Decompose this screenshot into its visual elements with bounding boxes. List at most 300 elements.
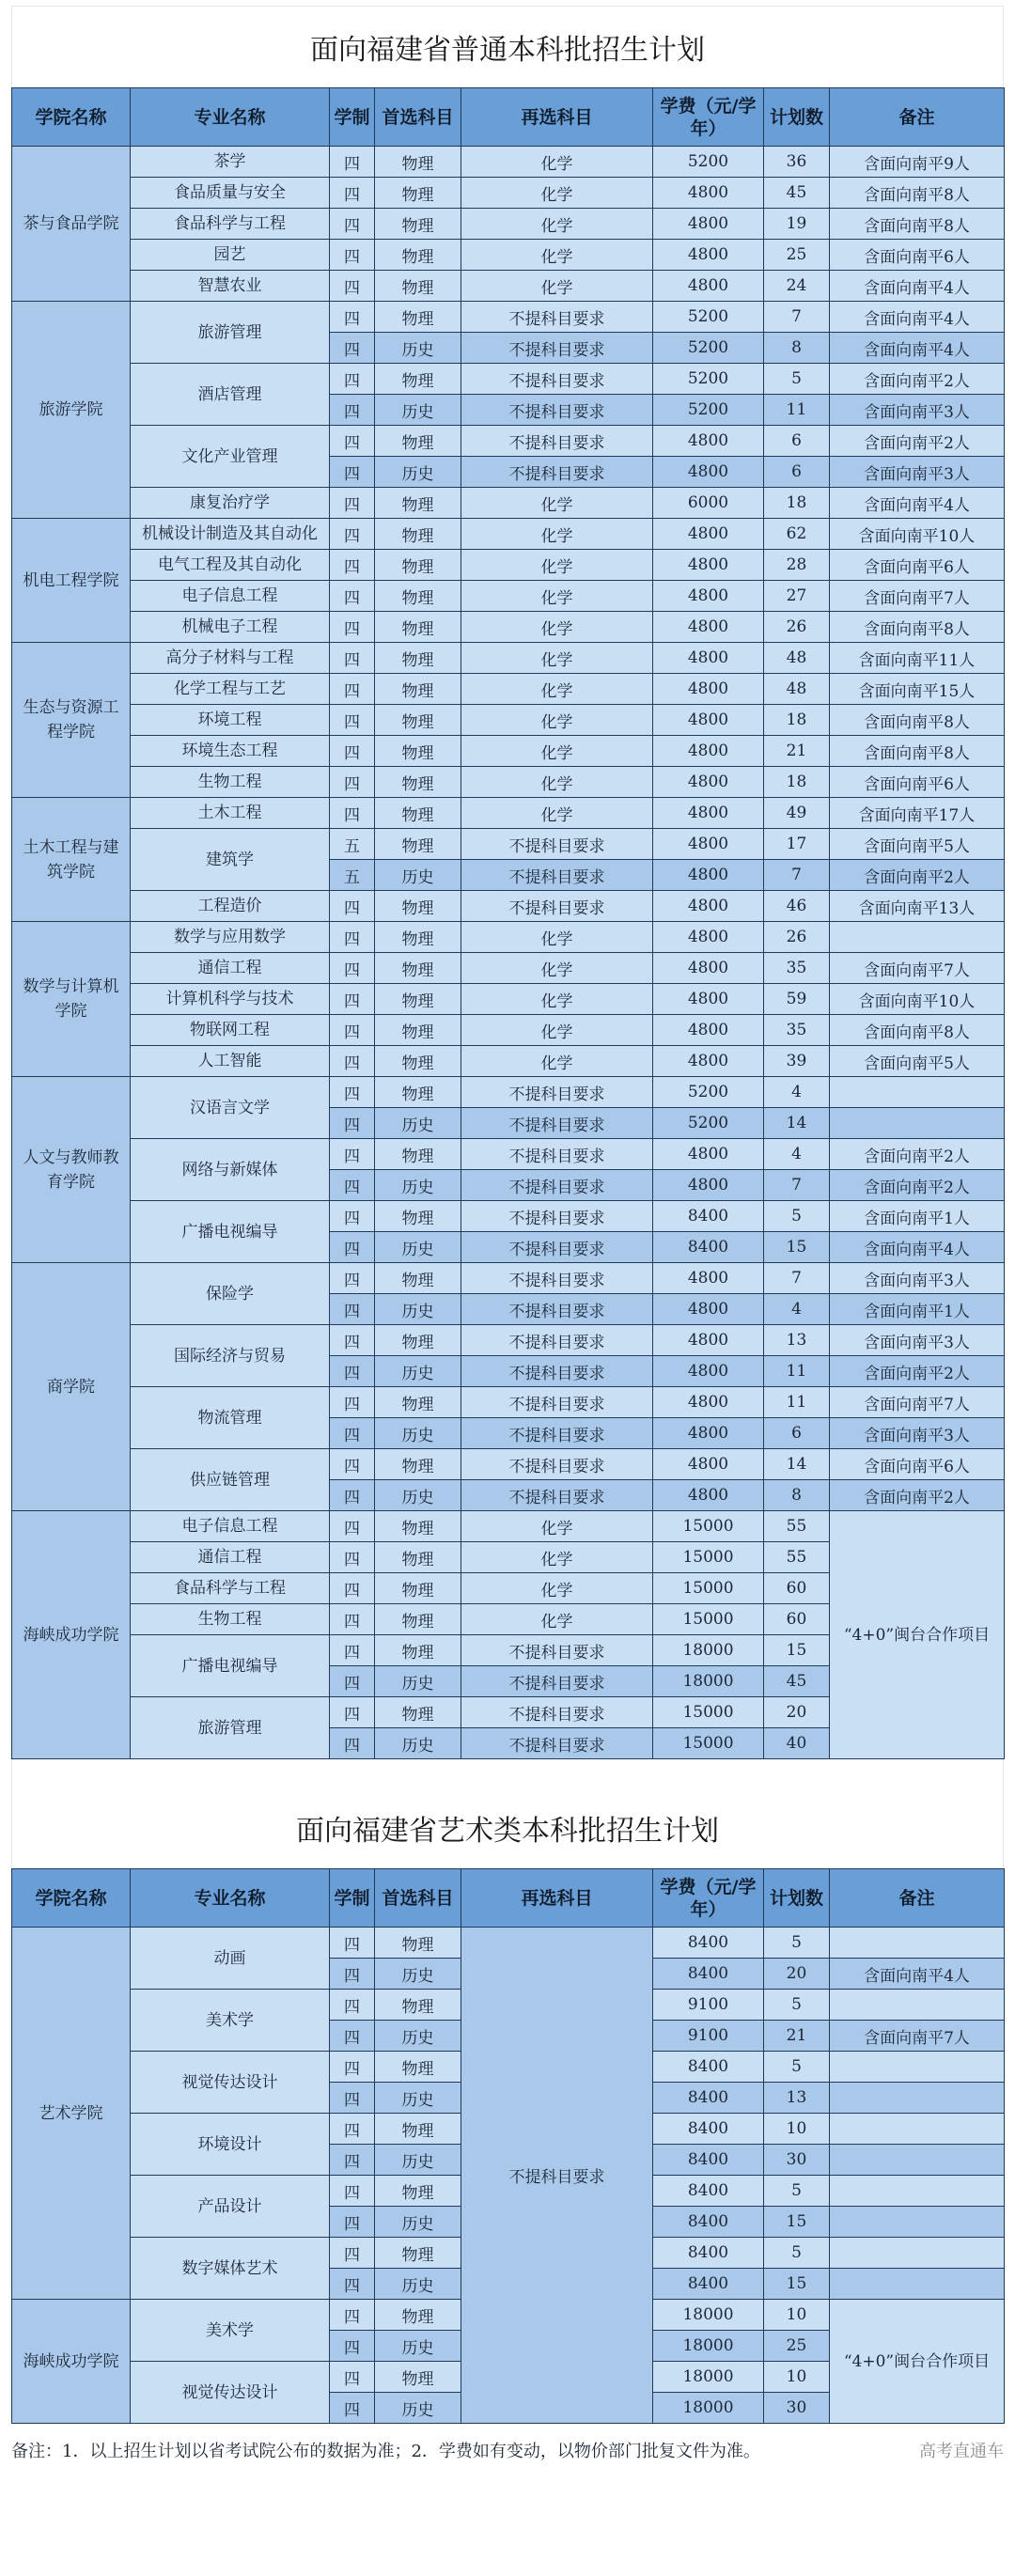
second-subject-cell: 化学 (461, 643, 653, 674)
study-length-cell: 四 (330, 2114, 375, 2145)
note-cell: 含面向南平2人 (830, 1139, 1005, 1170)
first-subject-cell: 物理 (375, 581, 461, 612)
tuition-fee-cell: 8400 (653, 2176, 764, 2207)
tuition-fee-cell: 4800 (653, 178, 764, 209)
quota-cell: 45 (764, 1666, 830, 1697)
note-cell: 含面向南平6人 (830, 240, 1005, 271)
quota-cell: 15 (764, 1635, 830, 1666)
quota-cell: 46 (764, 891, 830, 922)
note-cell: 含面向南平2人 (830, 426, 1005, 457)
table-row (12, 364, 1005, 395)
quota-cell: 20 (764, 1959, 830, 1990)
major-name-cell: 机械设计制造及其自动化 (131, 519, 330, 550)
first-subject-cell: 物理 (375, 2362, 461, 2393)
note-cell: 含面向南平2人 (830, 860, 1005, 891)
tuition-fee-cell: 8400 (653, 1928, 764, 1959)
quota-cell: 4 (764, 1139, 830, 1170)
header-fee: 学费（元/学年） (653, 1869, 764, 1928)
second-subject-cell: 化学 (461, 1511, 653, 1542)
first-subject-cell: 物理 (375, 1928, 461, 1959)
second-subject-cell: 化学 (461, 488, 653, 519)
first-subject-cell: 物理 (375, 1046, 461, 1077)
major-name-cell: 园艺 (131, 240, 330, 271)
first-subject-cell: 历史 (375, 860, 461, 891)
first-subject-cell: 物理 (375, 550, 461, 581)
first-subject-cell: 物理 (375, 2300, 461, 2331)
tuition-fee-cell: 4800 (653, 612, 764, 643)
second-subject-cell: 化学 (461, 178, 653, 209)
quota-cell: 14 (764, 1108, 830, 1139)
major-name-cell: 环境生态工程 (131, 736, 330, 767)
note-cell: 含面向南平10人 (830, 984, 1005, 1015)
major-name-cell: 电子信息工程 (131, 581, 330, 612)
study-length-cell: 四 (330, 178, 375, 209)
tuition-fee-cell: 8400 (653, 2083, 764, 2114)
note-cell: 含面向南平4人 (830, 333, 1005, 364)
study-length-cell: 四 (330, 2145, 375, 2176)
tuition-fee-cell: 6000 (653, 488, 764, 519)
note-cell (830, 2052, 1005, 2083)
note-cell: 含面向南平2人 (830, 364, 1005, 395)
quota-cell: 5 (764, 2052, 830, 2083)
first-subject-cell: 物理 (375, 612, 461, 643)
header-quota: 计划数 (764, 1869, 830, 1928)
first-subject-cell: 物理 (375, 2238, 461, 2269)
quota-cell: 11 (764, 395, 830, 426)
tuition-fee-cell: 4800 (653, 581, 764, 612)
first-subject-cell: 物理 (375, 1511, 461, 1542)
study-length-cell: 四 (330, 395, 375, 426)
quota-cell: 30 (764, 2145, 830, 2176)
first-subject-cell: 物理 (375, 1604, 461, 1635)
second-subject-cell: 化学 (461, 736, 653, 767)
second-subject-cell: 化学 (461, 798, 653, 829)
quota-cell: 35 (764, 1015, 830, 1046)
quota-cell: 5 (764, 1201, 830, 1232)
major-name-cell: 旅游管理 (131, 1697, 330, 1759)
note-cell (830, 2145, 1005, 2176)
second-subject-cell: 不提科目要求 (461, 395, 653, 426)
first-subject-cell: 历史 (375, 2269, 461, 2300)
study-length-cell: 四 (330, 705, 375, 736)
major-name-cell: 广播电视编导 (131, 1635, 330, 1697)
quota-cell: 28 (764, 550, 830, 581)
study-length-cell: 四 (330, 1046, 375, 1077)
quota-cell: 36 (764, 147, 830, 178)
note-cell: 含面向南平13人 (830, 891, 1005, 922)
tuition-fee-cell: 4800 (653, 643, 764, 674)
note-cell: 含面向南平8人 (830, 612, 1005, 643)
study-length-cell: 四 (330, 643, 375, 674)
note-cell: “4+0”闽台合作项目 (830, 1511, 1005, 1759)
tuition-fee-cell: 18000 (653, 2362, 764, 2393)
second-subject-cell: 化学 (461, 953, 653, 984)
tuition-fee-cell: 4800 (653, 271, 764, 302)
first-subject-cell: 物理 (375, 240, 461, 271)
second-subject-cell: 化学 (461, 581, 653, 612)
quota-cell: 5 (764, 2176, 830, 2207)
quota-cell: 5 (764, 1990, 830, 2021)
first-subject-cell: 历史 (375, 1418, 461, 1449)
first-subject-cell: 历史 (375, 1480, 461, 1511)
quota-cell: 49 (764, 798, 830, 829)
first-subject-cell: 物理 (375, 891, 461, 922)
tuition-fee-cell: 8400 (653, 2269, 764, 2300)
table-header-row (12, 88, 1005, 147)
header-first-subject: 首选科目 (375, 1869, 461, 1928)
note-cell: 含面向南平4人 (830, 1959, 1005, 1990)
quota-cell: 21 (764, 2021, 830, 2052)
study-length-cell: 四 (330, 767, 375, 798)
study-length-cell: 四 (330, 426, 375, 457)
quota-cell: 17 (764, 829, 830, 860)
quota-cell: 45 (764, 178, 830, 209)
tuition-fee-cell: 4800 (653, 829, 764, 860)
note-cell: 含面向南平8人 (830, 736, 1005, 767)
study-length-cell: 四 (330, 1232, 375, 1263)
note-cell: 含面向南平8人 (830, 178, 1005, 209)
study-length-cell: 四 (330, 1635, 375, 1666)
tuition-fee-cell: 18000 (653, 2393, 764, 2424)
study-length-cell: 四 (330, 2021, 375, 2052)
note-cell (830, 1108, 1005, 1139)
tuition-fee-cell: 5200 (653, 395, 764, 426)
first-subject-cell: 物理 (375, 705, 461, 736)
major-name-cell: 视觉传达设计 (131, 2052, 330, 2114)
note-cell: 含面向南平17人 (830, 798, 1005, 829)
first-subject-cell: 物理 (375, 364, 461, 395)
tuition-fee-cell: 4800 (653, 1387, 764, 1418)
tuition-fee-cell: 15000 (653, 1697, 764, 1728)
major-name-cell: 工程造价 (131, 891, 330, 922)
tuition-fee-cell: 5200 (653, 1108, 764, 1139)
study-length-cell: 四 (330, 2176, 375, 2207)
note-cell (830, 2269, 1005, 2300)
first-subject-cell: 物理 (375, 1077, 461, 1108)
major-name-cell: 食品质量与安全 (131, 178, 330, 209)
study-length-cell: 四 (330, 147, 375, 178)
tuition-fee-cell: 4800 (653, 1418, 764, 1449)
second-subject-cell: 不提科目要求 (461, 1170, 653, 1201)
note-cell: 含面向南平7人 (830, 953, 1005, 984)
tuition-fee-cell: 4800 (653, 984, 764, 1015)
major-name-cell: 土木工程 (131, 798, 330, 829)
tuition-fee-cell: 5200 (653, 333, 764, 364)
study-length-cell: 四 (330, 271, 375, 302)
tuition-fee-cell: 4800 (653, 674, 764, 705)
second-subject-cell: 化学 (461, 674, 653, 705)
tuition-fee-cell: 8400 (653, 2238, 764, 2269)
tuition-fee-cell: 4800 (653, 767, 764, 798)
note-cell: 含面向南平7人 (830, 581, 1005, 612)
study-length-cell: 五 (330, 860, 375, 891)
quota-cell: 60 (764, 1573, 830, 1604)
quota-cell: 7 (764, 302, 830, 333)
table-row (12, 1263, 1005, 1294)
major-name-cell: 电子信息工程 (131, 1511, 330, 1542)
note-cell: 含面向南平3人 (830, 1418, 1005, 1449)
first-subject-cell: 历史 (375, 1356, 461, 1387)
college-name-cell: 艺术学院 (12, 1928, 131, 2300)
first-subject-cell: 物理 (375, 829, 461, 860)
tuition-fee-cell: 4800 (653, 953, 764, 984)
table-row (12, 705, 1005, 736)
table-row (12, 953, 1005, 984)
study-length-cell: 四 (330, 1928, 375, 1959)
table-row (12, 798, 1005, 829)
tuition-fee-cell: 4800 (653, 1170, 764, 1201)
quota-cell: 4 (764, 1077, 830, 1108)
note-cell: 含面向南平4人 (830, 488, 1005, 519)
first-subject-cell: 历史 (375, 2207, 461, 2238)
college-name-cell: 茶与食品学院 (12, 147, 131, 302)
note-cell: 含面向南平8人 (830, 1015, 1005, 1046)
note-cell (830, 922, 1005, 953)
plan-title-art: 面向福建省艺术类本科批招生计划 (11, 1788, 1004, 1868)
first-subject-cell: 历史 (375, 1170, 461, 1201)
second-subject-cell: 化学 (461, 550, 653, 581)
first-subject-cell: 物理 (375, 209, 461, 240)
second-subject-cell: 不提科目要求 (461, 1108, 653, 1139)
header-college: 学院名称 (12, 1869, 131, 1928)
major-name-cell: 文化产业管理 (131, 426, 330, 488)
study-length-cell: 四 (330, 984, 375, 1015)
note-cell (830, 1990, 1005, 2021)
note-cell: 含面向南平3人 (830, 1263, 1005, 1294)
major-name-cell: 数字媒体艺术 (131, 2238, 330, 2300)
quota-cell: 20 (764, 1697, 830, 1728)
study-length-cell: 四 (330, 364, 375, 395)
note-cell (830, 2176, 1005, 2207)
major-name-cell: 酒店管理 (131, 364, 330, 426)
note-cell (830, 2207, 1005, 2238)
second-subject-cell: 不提科目要求 (461, 364, 653, 395)
study-length-cell: 四 (330, 550, 375, 581)
footer (11, 2431, 1004, 2469)
study-length-cell: 四 (330, 1108, 375, 1139)
quota-cell: 6 (764, 1418, 830, 1449)
quota-cell: 6 (764, 426, 830, 457)
tuition-fee-cell: 9100 (653, 2021, 764, 2052)
college-name-cell: 土木工程与建筑学院 (12, 798, 131, 922)
first-subject-cell: 物理 (375, 519, 461, 550)
quota-cell: 15 (764, 2269, 830, 2300)
note-cell: 含面向南平5人 (830, 829, 1005, 860)
quota-cell: 7 (764, 1263, 830, 1294)
tuition-fee-cell: 5200 (653, 364, 764, 395)
header-first-subject: 首选科目 (375, 88, 461, 147)
header-note: 备注 (830, 1869, 1005, 1928)
first-subject-cell: 物理 (375, 2052, 461, 2083)
table-row (12, 891, 1005, 922)
study-length-cell: 四 (330, 1990, 375, 2021)
quota-cell: 24 (764, 271, 830, 302)
second-subject-cell: 不提科目要求 (461, 1077, 653, 1108)
table-row (12, 271, 1005, 302)
major-name-cell: 环境设计 (131, 2114, 330, 2176)
tuition-fee-cell: 4800 (653, 1449, 764, 1480)
table-row (12, 1325, 1005, 1356)
note-cell (830, 1077, 1005, 1108)
note-cell (830, 2083, 1005, 2114)
first-subject-cell: 物理 (375, 1263, 461, 1294)
study-length-cell: 四 (330, 1480, 375, 1511)
note-cell: 含面向南平6人 (830, 550, 1005, 581)
study-length-cell: 四 (330, 2300, 375, 2331)
header-college: 学院名称 (12, 88, 131, 147)
first-subject-cell: 物理 (375, 1139, 461, 1170)
header-length: 学制 (330, 1869, 375, 1928)
second-subject-cell: 化学 (461, 922, 653, 953)
second-subject-cell: 化学 (461, 705, 653, 736)
first-subject-cell: 物理 (375, 147, 461, 178)
first-subject-cell: 物理 (375, 1542, 461, 1573)
tuition-fee-cell: 8400 (653, 1201, 764, 1232)
first-subject-cell: 物理 (375, 1201, 461, 1232)
tuition-fee-cell: 4800 (653, 240, 764, 271)
major-name-cell: 网络与新媒体 (131, 1139, 330, 1201)
major-name-cell: 美术学 (131, 1990, 330, 2052)
study-length-cell: 四 (330, 953, 375, 984)
study-length-cell: 四 (330, 1356, 375, 1387)
watermark: 高考直通车 (919, 2442, 1004, 2461)
quota-cell: 18 (764, 705, 830, 736)
study-length-cell: 四 (330, 736, 375, 767)
first-subject-cell: 历史 (375, 1108, 461, 1139)
tuition-fee-cell: 15000 (653, 1604, 764, 1635)
note-cell (830, 2238, 1005, 2269)
note-cell: 含面向南平3人 (830, 1325, 1005, 1356)
quota-cell: 62 (764, 519, 830, 550)
first-subject-cell: 物理 (375, 488, 461, 519)
major-name-cell: 食品科学与工程 (131, 1573, 330, 1604)
first-subject-cell: 物理 (375, 1990, 461, 2021)
first-subject-cell: 历史 (375, 1666, 461, 1697)
second-subject-cell: 不提科目要求 (461, 457, 653, 488)
study-length-cell: 四 (330, 1077, 375, 1108)
second-subject-cell: 不提科目要求 (461, 1418, 653, 1449)
table-header-row (12, 1869, 1005, 1928)
major-name-cell: 物联网工程 (131, 1015, 330, 1046)
major-name-cell: 智慧农业 (131, 271, 330, 302)
header-major: 专业名称 (131, 1869, 330, 1928)
tuition-fee-cell: 4800 (653, 891, 764, 922)
tuition-fee-cell: 4800 (653, 426, 764, 457)
note-cell: “4+0”闽台合作项目 (830, 2300, 1005, 2424)
note-cell (830, 2114, 1005, 2145)
second-subject-cell: 化学 (461, 612, 653, 643)
quota-cell: 26 (764, 922, 830, 953)
quota-cell: 4 (764, 1294, 830, 1325)
second-subject-cell: 不提科目要求 (461, 302, 653, 333)
study-length-cell: 四 (330, 240, 375, 271)
college-name-cell: 数学与计算机学院 (12, 922, 131, 1077)
major-name-cell: 保险学 (131, 1263, 330, 1325)
second-subject-cell: 不提科目要求 (461, 1232, 653, 1263)
footer-note: 备注：1．以上招生计划以省考试院公布的数据为准；2．学费如有变动，以物价部门批复文件为准。 (11, 2442, 760, 2461)
tuition-fee-cell: 8400 (653, 2114, 764, 2145)
note-cell: 含面向南平6人 (830, 1449, 1005, 1480)
second-subject-cell: 不提科目要求 (461, 1387, 653, 1418)
table-row (12, 736, 1005, 767)
second-subject-cell: 不提科目要求 (461, 829, 653, 860)
table-row (12, 1046, 1005, 1077)
study-length-cell: 四 (330, 457, 375, 488)
second-subject-cell: 化学 (461, 240, 653, 271)
second-subject-cell: 化学 (461, 209, 653, 240)
quota-cell: 8 (764, 1480, 830, 1511)
quota-cell: 11 (764, 1387, 830, 1418)
second-subject-cell: 不提科目要求 (461, 1635, 653, 1666)
quota-cell: 7 (764, 860, 830, 891)
table-row (12, 674, 1005, 705)
study-length-cell: 四 (330, 209, 375, 240)
first-subject-cell: 物理 (375, 1635, 461, 1666)
header-second-subject: 再选科目 (461, 1869, 653, 1928)
college-name-cell: 旅游学院 (12, 302, 131, 519)
study-length-cell: 四 (330, 581, 375, 612)
header-note: 备注 (830, 88, 1005, 147)
tuition-fee-cell: 8400 (653, 2145, 764, 2176)
quota-cell: 39 (764, 1046, 830, 1077)
note-cell: 含面向南平4人 (830, 1232, 1005, 1263)
note-cell: 含面向南平6人 (830, 767, 1005, 798)
note-cell: 含面向南平3人 (830, 457, 1005, 488)
tuition-fee-cell: 15000 (653, 1573, 764, 1604)
second-subject-cell: 化学 (461, 147, 653, 178)
study-length-cell: 四 (330, 1666, 375, 1697)
major-name-cell: 康复治疗学 (131, 488, 330, 519)
note-cell: 含面向南平11人 (830, 643, 1005, 674)
table-row (12, 1201, 1005, 1232)
major-name-cell: 通信工程 (131, 953, 330, 984)
major-name-cell: 物流管理 (131, 1387, 330, 1449)
study-length-cell: 四 (330, 674, 375, 705)
tuition-fee-cell: 9100 (653, 1990, 764, 2021)
tuition-fee-cell: 4800 (653, 550, 764, 581)
quota-cell: 6 (764, 457, 830, 488)
second-subject-cell: 不提科目要求 (461, 1325, 653, 1356)
table-row (12, 178, 1005, 209)
second-subject-cell: 不提科目要求 (461, 1201, 653, 1232)
study-length-cell: 四 (330, 2362, 375, 2393)
quota-cell: 7 (764, 1170, 830, 1201)
major-name-cell: 计算机科学与技术 (131, 984, 330, 1015)
quota-cell: 5 (764, 2238, 830, 2269)
second-subject-cell: 不提科目要求 (461, 1139, 653, 1170)
major-name-cell: 汉语言文学 (131, 1077, 330, 1139)
table-row (12, 209, 1005, 240)
first-subject-cell: 物理 (375, 1573, 461, 1604)
header-length: 学制 (330, 88, 375, 147)
second-subject-cell: 不提科目要求 (461, 333, 653, 364)
study-length-cell: 四 (330, 1511, 375, 1542)
first-subject-cell: 物理 (375, 767, 461, 798)
note-cell: 含面向南平15人 (830, 674, 1005, 705)
quota-cell: 30 (764, 2393, 830, 2424)
study-length-cell: 四 (330, 333, 375, 364)
note-cell: 含面向南平4人 (830, 271, 1005, 302)
quota-cell: 55 (764, 1511, 830, 1542)
major-name-cell: 通信工程 (131, 1542, 330, 1573)
study-length-cell: 四 (330, 2269, 375, 2300)
first-subject-cell: 历史 (375, 2145, 461, 2176)
quota-cell: 15 (764, 2207, 830, 2238)
quota-cell: 26 (764, 612, 830, 643)
major-name-cell: 动画 (131, 1928, 330, 1990)
note-cell (830, 1928, 1005, 1959)
study-length-cell: 四 (330, 1201, 375, 1232)
